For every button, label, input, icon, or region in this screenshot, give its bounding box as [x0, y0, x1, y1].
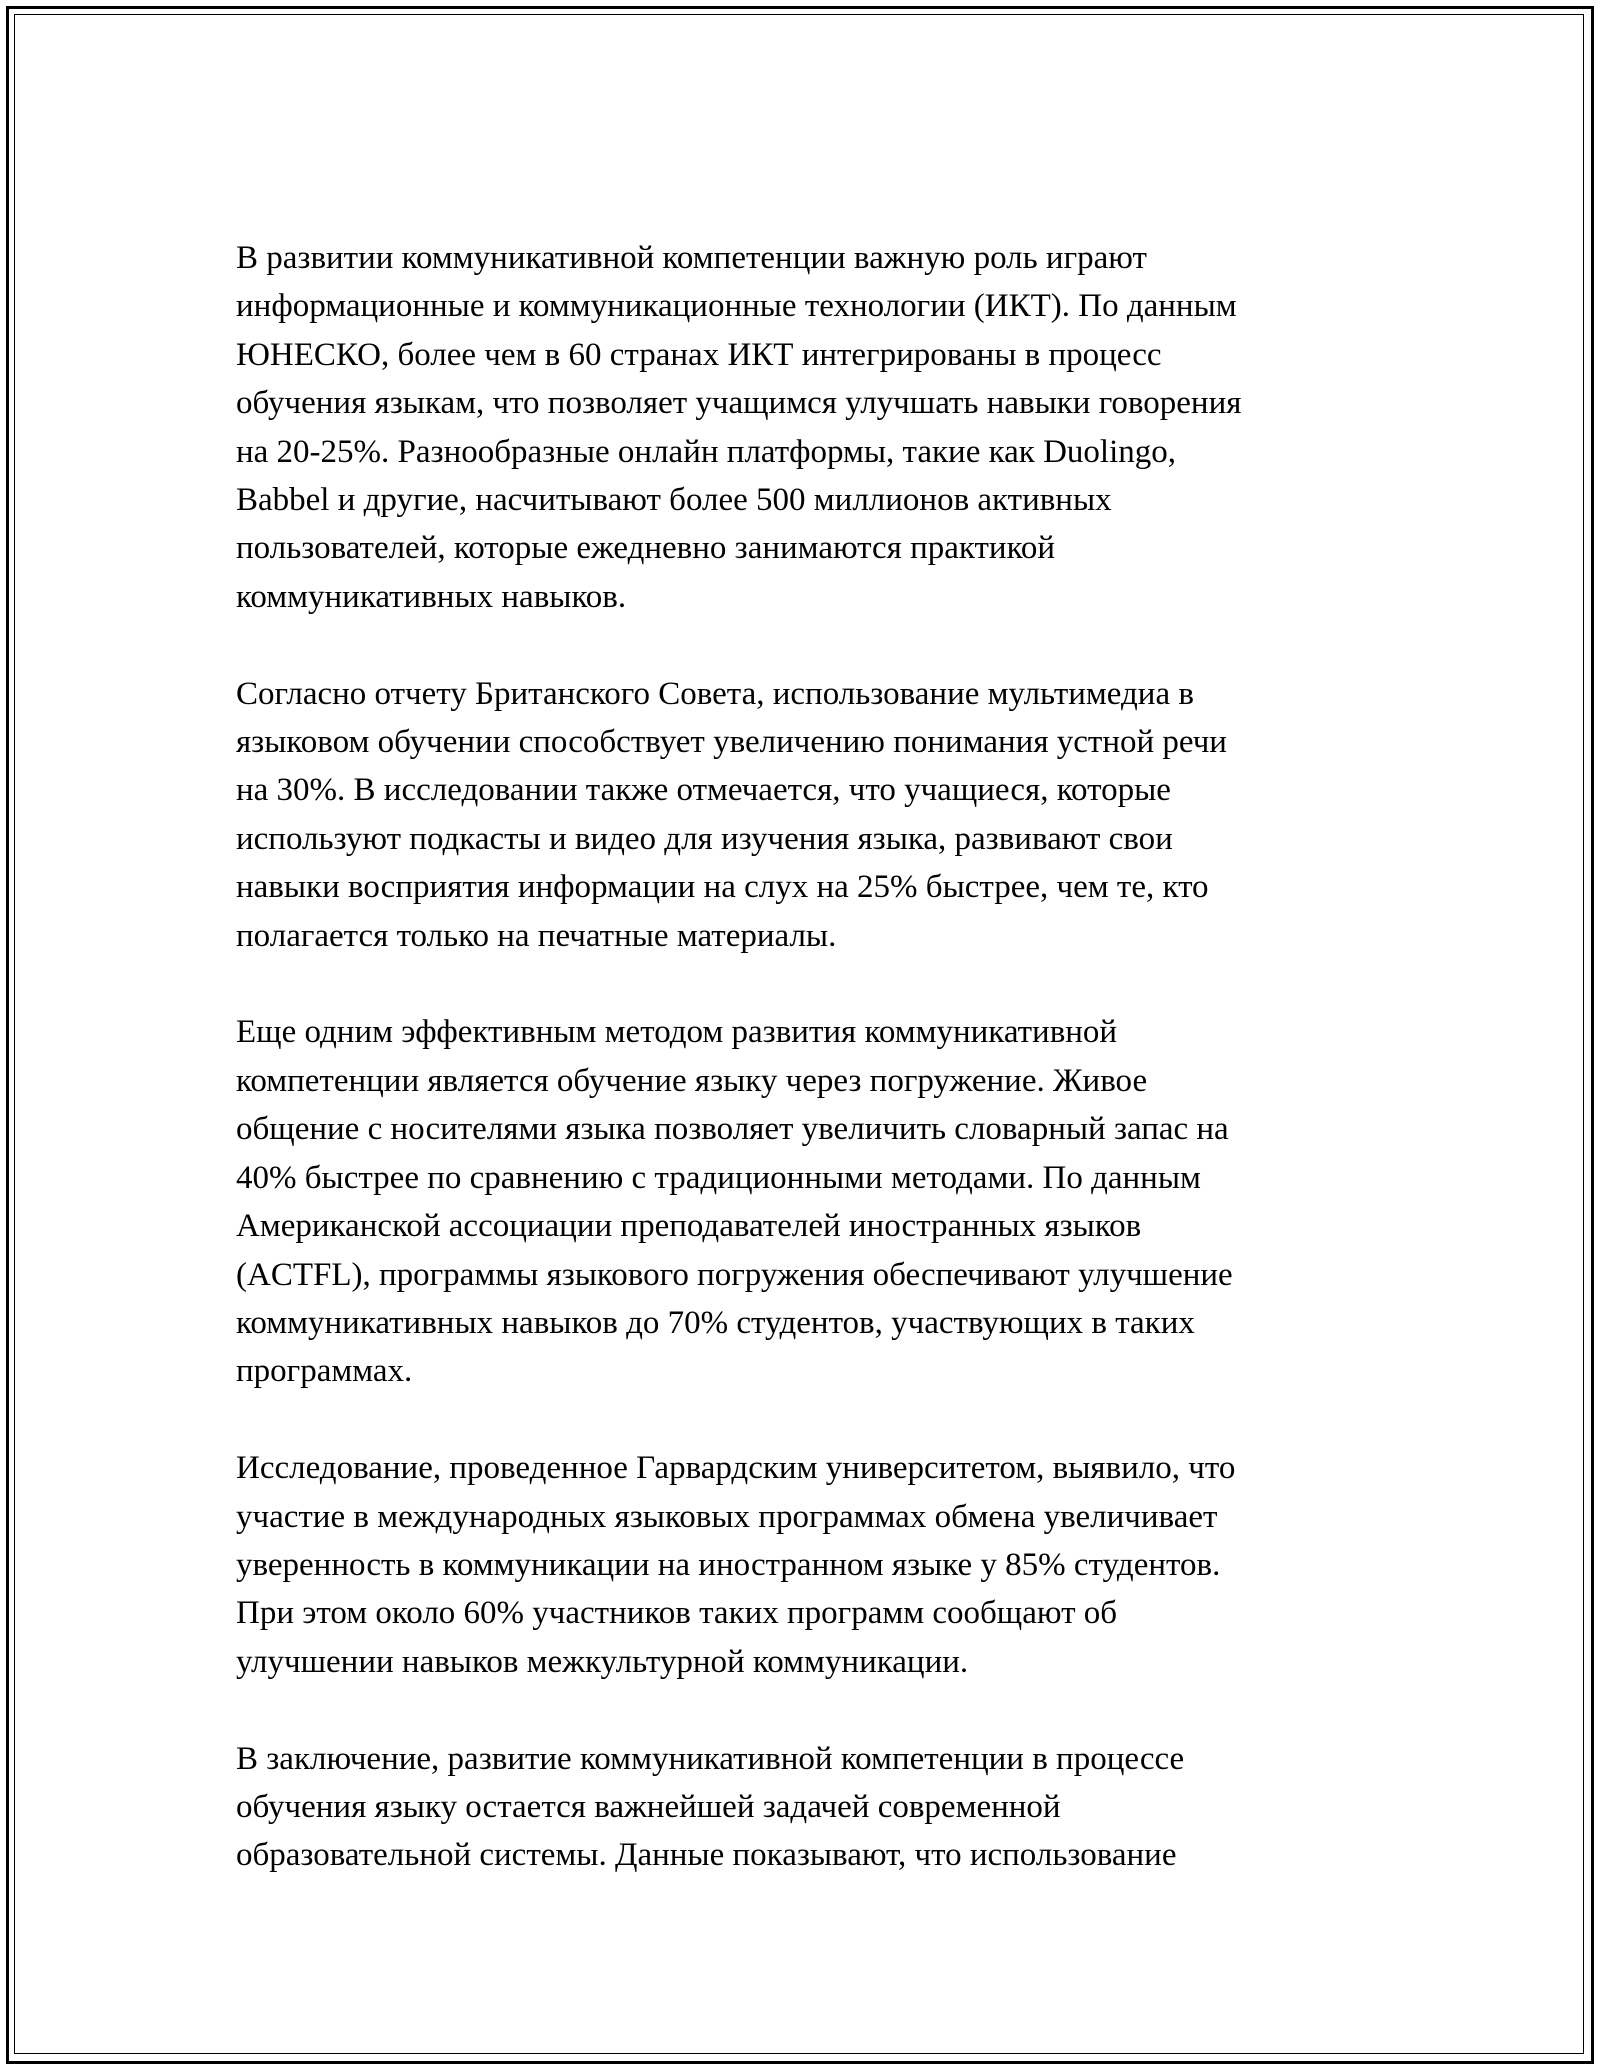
text-line: ЮНЕСКО, более чем в 60 странах ИКТ интегрированы в процесс: [236, 336, 1162, 373]
text-line: используют подкасты и видео для изучения языка, развивают свои: [236, 820, 1173, 857]
text-line: Согласно отчету Британского Совета, использование мультимедиа в: [236, 675, 1194, 712]
text-line: В заключение, развитие коммуникативной компетенции в процессе: [236, 1740, 1185, 1777]
text-line: пользователей, которые ежедневно занимаются практикой: [236, 530, 1056, 567]
text-line: 40% быстрее по сравнению с традиционными методами. По данным: [236, 1159, 1201, 1196]
paragraph-5: [236, 1735, 1366, 1880]
text-line: программах.: [236, 1353, 413, 1390]
text-line: полагается только на печатные материалы.: [236, 917, 837, 954]
text-line: коммуникативных навыков.: [236, 578, 627, 615]
text-line: Babbel и другие, насчитывают более 500 миллионов активных: [236, 482, 1112, 519]
text-line: (ACTFL), программы языкового погружения обеспечивают улучшение: [236, 1256, 1233, 1293]
text-line: информационные и коммуникационные технологии (ИКТ). По данным: [236, 288, 1237, 325]
paragraph-1: [236, 234, 1366, 621]
text-line: языковом обучении способствует увеличению понимания устной речи: [236, 724, 1227, 761]
text-line: коммуникативных навыков до 70% студентов, участвующих в таких: [236, 1304, 1195, 1341]
text-line: уверенность в коммуникации на иностранном языке у 85% студентов.: [236, 1546, 1221, 1583]
text-line: Исследование, проведенное Гарвардским университетом, выявило, что: [236, 1450, 1236, 1487]
paragraph-3: [236, 1008, 1366, 1395]
text-line: При этом около 60% участников таких программ сообщают об: [236, 1595, 1118, 1632]
text-line: образовательной системы. Данные показывают, что использование: [236, 1837, 1177, 1874]
text-line: участие в международных языковых программах обмена увеличивает: [236, 1498, 1218, 1535]
text-line: навыки восприятия информации на слух на 25% быстрее, чем те, кто: [236, 869, 1209, 906]
text-line: обучения языкам, что позволяет учащимся улучшать навыки говорения: [236, 385, 1242, 422]
paragraph-4: [236, 1444, 1366, 1686]
text-line: улучшении навыков межкультурной коммуникации.: [236, 1643, 969, 1680]
text-line: обучения языку остается важнейшей задачей современной: [236, 1788, 1061, 1825]
document-body: [236, 234, 1366, 1928]
text-line: Американской ассоциации преподавателей иностранных языков: [236, 1208, 1142, 1245]
text-line: общение с носителями языка позволяет увеличить словарный запас на: [236, 1111, 1229, 1148]
text-line: на 30%. В исследовании также отмечается, что учащиеся, которые: [236, 772, 1171, 809]
paragraph-2: [236, 670, 1366, 960]
text-line: компетенции является обучение языку через погружение. Живое: [236, 1062, 1148, 1099]
text-line: В развитии коммуникативной компетенции важную роль играют: [236, 240, 1147, 276]
text-line: на 20-25%. Разнообразные онлайн платформы, такие как Duolingo,: [236, 433, 1177, 470]
text-line: Еще одним эффективным методом развития коммуникативной: [236, 1014, 1118, 1051]
